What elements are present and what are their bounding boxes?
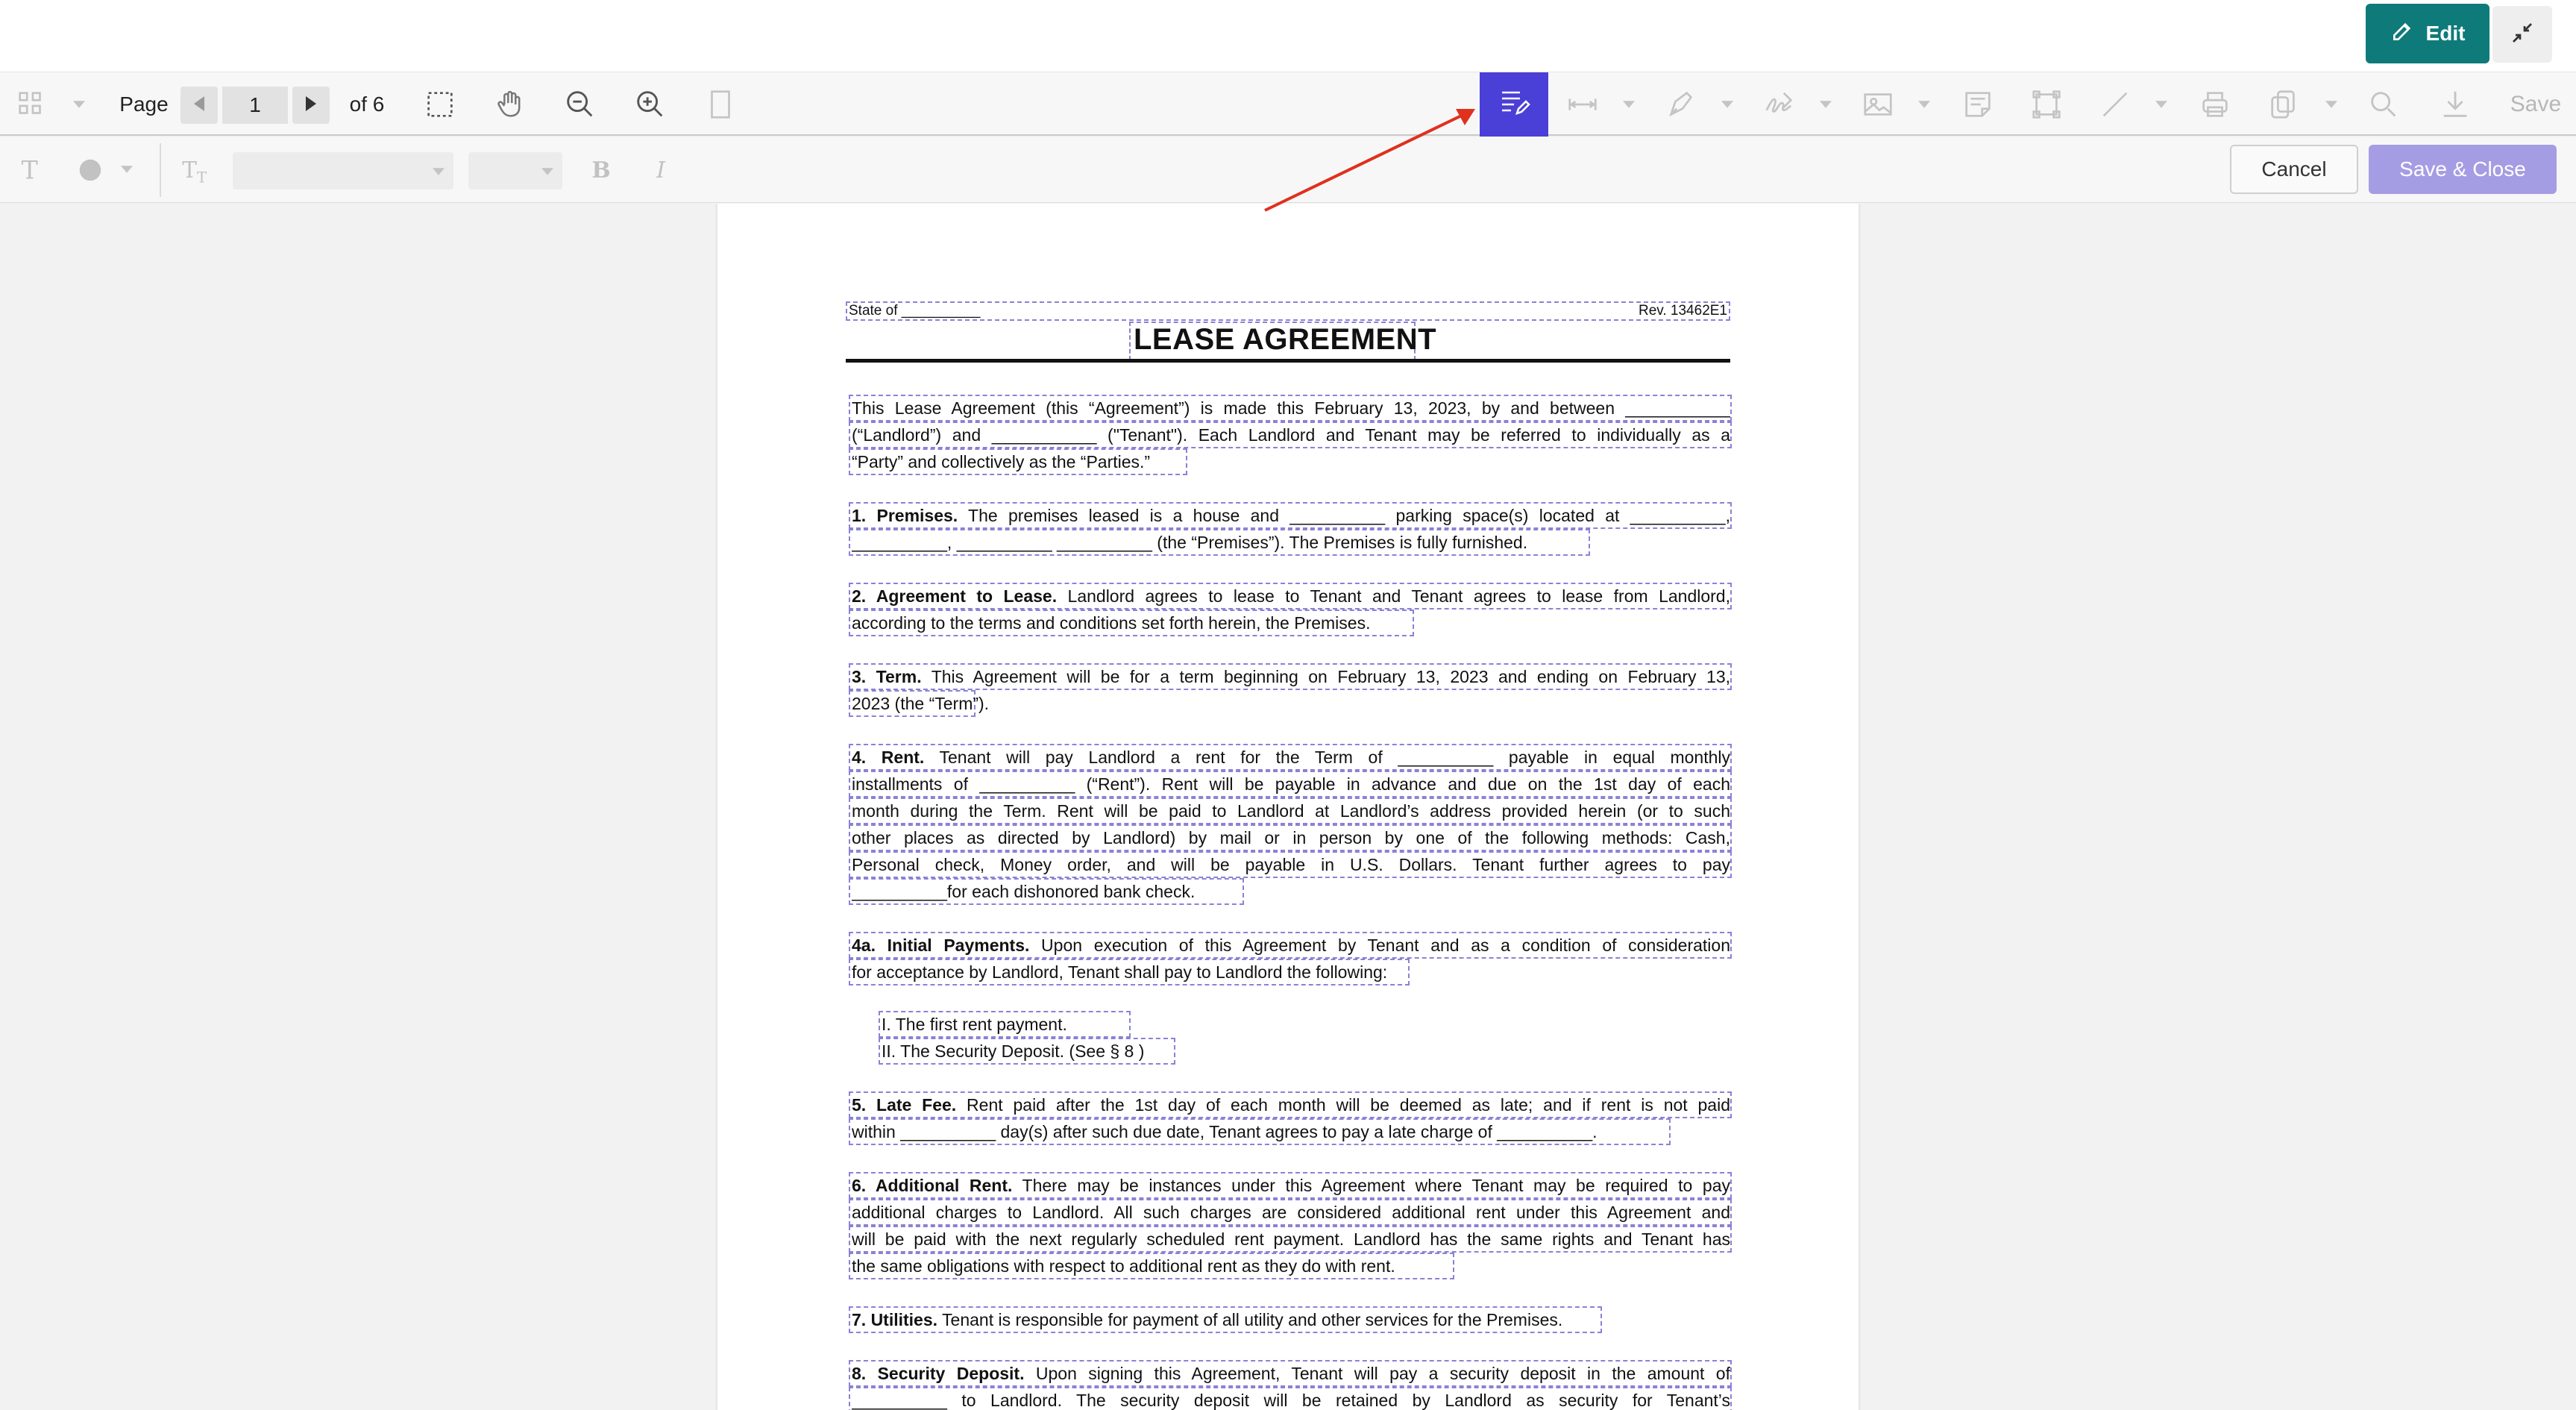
format-divider [160, 143, 161, 197]
svg-text:T: T [21, 155, 38, 185]
caret-right-icon [306, 96, 316, 115]
download-icon[interactable] [2434, 72, 2476, 137]
bold-button[interactable]: B [591, 157, 611, 184]
text-color-dropdown-icon[interactable] [118, 137, 136, 201]
svg-text:T: T [197, 169, 207, 185]
crop-icon[interactable] [2026, 72, 2067, 137]
measure-icon[interactable] [1562, 72, 1603, 137]
header-field[interactable] [846, 301, 1730, 321]
page-label: Page [119, 93, 169, 116]
state-label: State of __________ [849, 303, 981, 319]
caret-left-icon [194, 96, 204, 115]
intro-paragraph: This Lease Agreement (this “Agreement”) is made this February 13, 2023, by and between ___________ (“Landlord”) and ___________ ("Tenant"). Each Landlord and Tenant may be referred to individually as a “Party” and collectively as the “Parties.” [852, 398, 1730, 471]
top-bar [0, 0, 2576, 72]
save-button[interactable] [2500, 72, 2572, 137]
cancel-button[interactable]: Cancel [2230, 145, 2358, 194]
section-term: 3. Term. This Agreement will be for a term beginning on February 13, 2023 and ending on February 13, 2023 (the “Term”). [852, 667, 1730, 713]
title-rule [846, 359, 1730, 363]
font-size-icon[interactable] [176, 137, 218, 203]
font-size-select[interactable] [468, 152, 562, 189]
section-rent: 4. Rent. Tenant will pay Landlord a rent for the Term of __________ payable in equal monthly installments of __________ (“Rent”). Rent will be payable in advance and due on the 1st day of each month during the Term. Rent will be paid to Landlord at Landlord’s address provided herein (or to such other places as directed by Landlord) by mail or in person by one of the following methods: Cash, Personal check, Money order, and will be payable in U.S. Dollars. Tenant further agrees to pay __________for each dishonored bank check. [852, 748, 1730, 901]
section-late-fee: 5. Late Fee. Rent paid after the 1st day of each month will be deemed as late; and if rent is not paid within __________ day(s) after such due date, Tenant agrees to pay a late charge of __________. [852, 1095, 1730, 1141]
marquee-select-icon[interactable] [421, 72, 459, 137]
zoom-out-icon[interactable] [561, 72, 600, 137]
line-icon[interactable] [2094, 72, 2136, 137]
copy-dropdown-icon[interactable] [2322, 72, 2340, 137]
pencil-icon [2390, 19, 2414, 48]
edit-text-icon [1496, 85, 1532, 125]
section-utilities: 7. Utilities. Tenant is responsible for payment of all utility and other services for the Premises. [852, 1310, 1563, 1329]
next-page-button[interactable] [292, 87, 330, 124]
revision-label: Rev. 13462E1 [1638, 303, 1727, 319]
search-icon[interactable] [2363, 72, 2404, 137]
measure-dropdown-icon[interactable] [1620, 72, 1638, 137]
font-family-select[interactable] [233, 152, 453, 189]
highlighter-dropdown-icon[interactable] [1718, 72, 1736, 137]
main-toolbar [0, 72, 2576, 136]
zoom-in-icon[interactable] [631, 72, 670, 137]
chevron-down-icon [433, 166, 444, 179]
section-additional-rent: 6. Additional Rent. There may be instances under this Agreement where Tenant may be required to pay additional charges to Landlord. All such charges are considered additional rent under this Agreement and will be paid with the next regularly scheduled rent payment. Landlord has the same rights and Tenant has the same obligations with respect to additional rent as they do with rent. [852, 1176, 1730, 1276]
section-initial-payments: 4a. Initial Payments. Upon execution of this Agreement by Tenant and as a condition of consideration for acceptance by Landlord, Tenant shall pay to Landlord the following: [852, 936, 1730, 982]
prev-page-button[interactable] [180, 87, 218, 124]
section-agreement-to-lease: 2. Agreement to Lease. Landlord agrees to lease to Tenant and Tenant agrees to lease from Landlord, according to the terms and conditions set forth herein, the Premises. [852, 586, 1730, 633]
document-title: LEASE AGREEMENT [1134, 323, 1437, 356]
signature-dropdown-icon[interactable] [1817, 72, 1835, 137]
image-dropdown-icon[interactable] [1915, 72, 1933, 137]
edit-button[interactable] [2366, 4, 2489, 63]
signature-icon[interactable] [1759, 72, 1800, 137]
edit-text-tool-button[interactable] [1480, 72, 1548, 137]
svg-text:T: T [182, 157, 198, 183]
thumbnails-icon[interactable] [12, 72, 51, 137]
text-style-icon[interactable] [13, 137, 49, 203]
save-close-button[interactable]: Save & Close [2369, 145, 2557, 194]
edit-label: Edit [2425, 22, 2466, 45]
section-premises: 1. Premises. The premises leased is a house and __________ parking space(s) located at __________, __________, __________ __________ (the “Premises”). The Premises is fully furnished. [852, 506, 1730, 552]
copy-icon[interactable] [2263, 72, 2305, 137]
print-icon[interactable] [2194, 72, 2236, 137]
list-item: I. The first rent payment. [882, 1015, 1067, 1034]
image-icon[interactable] [1857, 72, 1899, 137]
text-color-icon[interactable] [72, 137, 109, 203]
document-page [717, 204, 1859, 1410]
list-item: II. The Security Deposit. (See § 8 ) [882, 1041, 1145, 1061]
highlighter-icon[interactable] [1660, 72, 1702, 137]
document-viewport[interactable] [0, 204, 2576, 1410]
format-bar [0, 137, 2576, 203]
line-dropdown-icon[interactable] [2152, 72, 2170, 137]
note-icon[interactable] [1957, 72, 1999, 137]
thumbnails-dropdown-icon[interactable] [70, 72, 88, 137]
pan-hand-icon[interactable] [491, 72, 530, 137]
page-count: of 6 [349, 93, 385, 116]
chevron-down-icon [541, 166, 553, 179]
collapse-icon [2509, 19, 2536, 50]
italic-button[interactable]: I [656, 157, 665, 184]
fit-page-icon[interactable] [701, 72, 740, 137]
page-number-input[interactable] [222, 87, 288, 124]
collapse-button[interactable] [2492, 6, 2552, 63]
save-label: Save [2510, 92, 2562, 116]
section-security-deposit: 8. Security Deposit. Upon signing this Agreement, Tenant will pay a security deposit in the amount of __________ to Landlord. The security deposit will be retained by Landlord as security for Tenant’s [852, 1364, 1730, 1410]
